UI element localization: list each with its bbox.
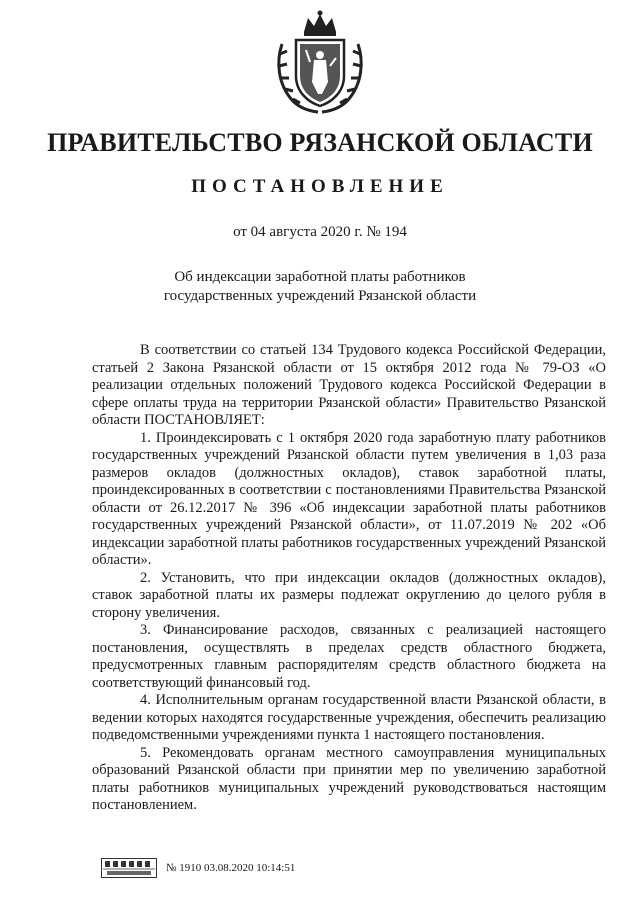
clause-5: 5. Рекомендовать органам местного самоуправления муниципальных образований Рязанской области при принятии мер по увеличению заработной платы работников муниципальных учреждений руководствоваться настоящим постановлением. <box>92 744 606 813</box>
document-type: ПОСТАНОВЛЕНИЕ <box>191 176 449 197</box>
clause-3: 3. Финансирование расходов, связанных с реализацией настоящего постановления, осуществлять в пределах средств областного бюджета, предусмотренных главным распорядителям средств областного бюджета на соответствующий финансовый год. <box>92 622 606 691</box>
clause-4: 4. Исполнительным органам государственной власти Рязанской области, в ведении которых находятся государственные учреждения, обеспечить реализацию подведомственными учреждениями пункта 1 настоящего постановления. <box>92 692 606 743</box>
clause-1: 1. Проиндексировать с 1 октября 2020 года заработную плату работников государственных учреждений Рязанской области путем увеличения в 1,03 раза размеров окладов (должностных окладов), ставок заработной платы, проиндексированных в соответствии с постановлениями Правительства Рязанской области от 26.12.2017 № 396 «Об индексации заработной платы работников государственных учреждений Рязанской области», от 11.07.2019 № 202 «Об индексации заработной платы работников государственных учреждений Рязанской области». <box>92 429 606 568</box>
document-subject <box>0 268 640 306</box>
subject-line-2: государственных учреждений Рязанской области <box>163 288 477 304</box>
clause-2: 2. Установить, что при индексации окладов (должностных окладов), ставок заработной платы их размеры подлежат округлению до целого рубля в сторону увеличения. <box>92 569 606 621</box>
document-date: от 04 августа 2020 г. № 194 <box>233 224 407 240</box>
coat-of-arms-icon <box>274 10 366 114</box>
preamble-paragraph: В соответствии со статьей 134 Трудового кодекса Российской Федерации, статьей 2 Закона Рязанской области от 15 октября 2012 года № 79-ОЗ «О реализации отдельных положений Трудового кодекса Российской Федерации в сфере оплаты труда на территории Рязанской области» Правительство Рязанской области ПОСТАНОВЛЯЕТ: <box>92 342 606 428</box>
government-title: ПРАВИТЕЛЬСТВО РЯЗАНСКОЙ ОБЛАСТИ <box>47 128 593 157</box>
registration-stamp-icon <box>101 858 157 878</box>
subject-line-1: Об индексации заработной платы работников <box>174 269 466 285</box>
registration-code: № 1910 03.08.2020 10:14:51 <box>166 862 296 874</box>
document-body <box>92 342 606 815</box>
